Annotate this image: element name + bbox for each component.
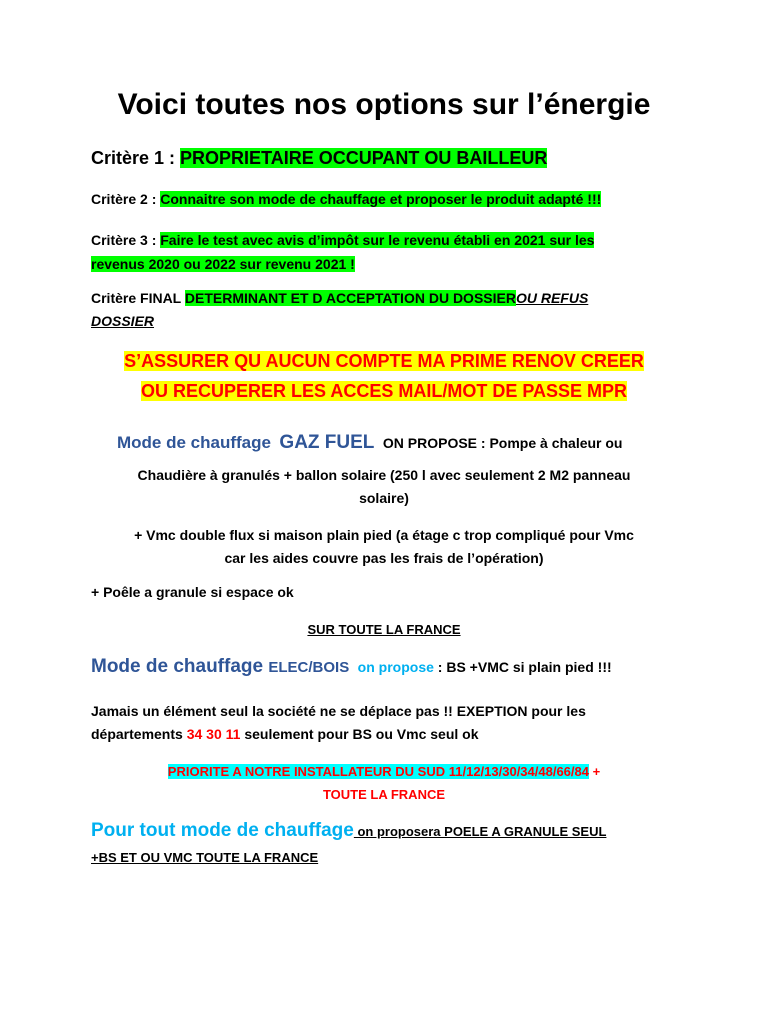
- gaz-line-3: solaire): [359, 490, 409, 506]
- gaz-details: [0, 464, 768, 510]
- gaz-type: GAZ FUEL: [279, 432, 375, 453]
- elec-line-1: Jamais un élément seul la société ne se déplace pas !! EXEPTION pour les: [91, 703, 586, 719]
- criterion-3: [91, 228, 594, 276]
- page-title: Voici toutes nos options sur l’énergie: [117, 88, 651, 121]
- criterion-final-dossier: DOSSIER: [91, 313, 155, 329]
- all-offer-line-1: on proposera POELE A GRANULE SEUL: [353, 824, 607, 839]
- elec-details: [91, 700, 586, 746]
- elec-heading: Mode de chauffage: [91, 656, 269, 677]
- criterion-3-value-line1: Faire le test avec avis d’impôt sur le revenu établi en 2021 sur les: [160, 232, 595, 248]
- gaz-heading-line: [117, 432, 622, 454]
- gaz-line-2: Chaudière à granulés + ballon solaire (250 l avec seulement 2 M2 panneau: [137, 467, 631, 483]
- criterion-2: [91, 191, 601, 207]
- gaz-vmc: [0, 524, 768, 570]
- gaz-vmc-line-2: car les aides couvre pas les frais de l’opération): [224, 550, 544, 566]
- criterion-final: [91, 287, 588, 333]
- criterion-final-refus: OU REFUS: [515, 290, 589, 306]
- priority-block: [0, 760, 768, 806]
- elec-line-2-start: départements: [91, 726, 187, 742]
- gaz-poele: + Poêle a granule si espace ok: [91, 584, 294, 600]
- criterion-2-value: Connaitre son mode de chauffage et proposer le produit adapté !!!: [160, 191, 602, 207]
- all-heading-line: [91, 820, 606, 842]
- elec-line-2-end: seulement pour BS ou Vmc seul ok: [240, 726, 479, 742]
- all-heading: Pour tout mode de chauffage: [91, 820, 354, 841]
- criterion-final-value: DETERMINANT ET D ACCEPTATION DU DOSSIER: [184, 290, 516, 306]
- criterion-1-value: PROPRIETAIRE OCCUPANT OU BAILLEUR: [180, 148, 548, 168]
- priority-line-2: TOUTE LA FRANCE: [322, 787, 446, 802]
- elec-depts: 34 30 11: [186, 726, 241, 742]
- elec-propose: on propose: [357, 659, 434, 675]
- warning-block: [0, 346, 768, 406]
- warning-line-2: OU RECUPERER LES ACCES MAIL/MOT DE PASSE MPR: [140, 381, 628, 401]
- elec-offer: : BS +VMC si plain pied !!!: [433, 659, 612, 675]
- all-offer-line-2: +BS ET OU VMC TOUTE LA FRANCE: [91, 850, 319, 865]
- priority-line-1: PRIORITE A NOTRE INSTALLATEUR DU SUD 11/12/13/30/34/48/66/84: [167, 764, 589, 779]
- criterion-1: [91, 148, 547, 169]
- priority-plus: +: [588, 764, 601, 779]
- elec-heading-line: [91, 656, 612, 678]
- gaz-france: SUR TOUTE LA FRANCE: [307, 622, 461, 637]
- gaz-heading: Mode de chauffage: [117, 433, 271, 452]
- gaz-propose: ON PROPOSE : Pompe à chaleur ou: [382, 435, 623, 451]
- warning-line-1: S’ASSURER QU AUCUN COMPTE MA PRIME RENOV CREER: [124, 351, 644, 371]
- criterion-3-value-line2: revenus 2020 ou 2022 sur revenu 2021 !: [91, 256, 355, 272]
- elec-type: ELEC/BOIS: [268, 659, 350, 676]
- gaz-vmc-line-1: + Vmc double flux si maison plain pied (a étage c trop compliqué pour Vmc: [134, 527, 634, 543]
- criterion-1-label: Critère 1 :: [91, 148, 181, 168]
- criterion-2-label: Critère 2 :: [91, 191, 161, 207]
- criterion-final-label: Critère FINAL: [91, 290, 185, 306]
- criterion-3-label: Critère 3 :: [91, 232, 161, 248]
